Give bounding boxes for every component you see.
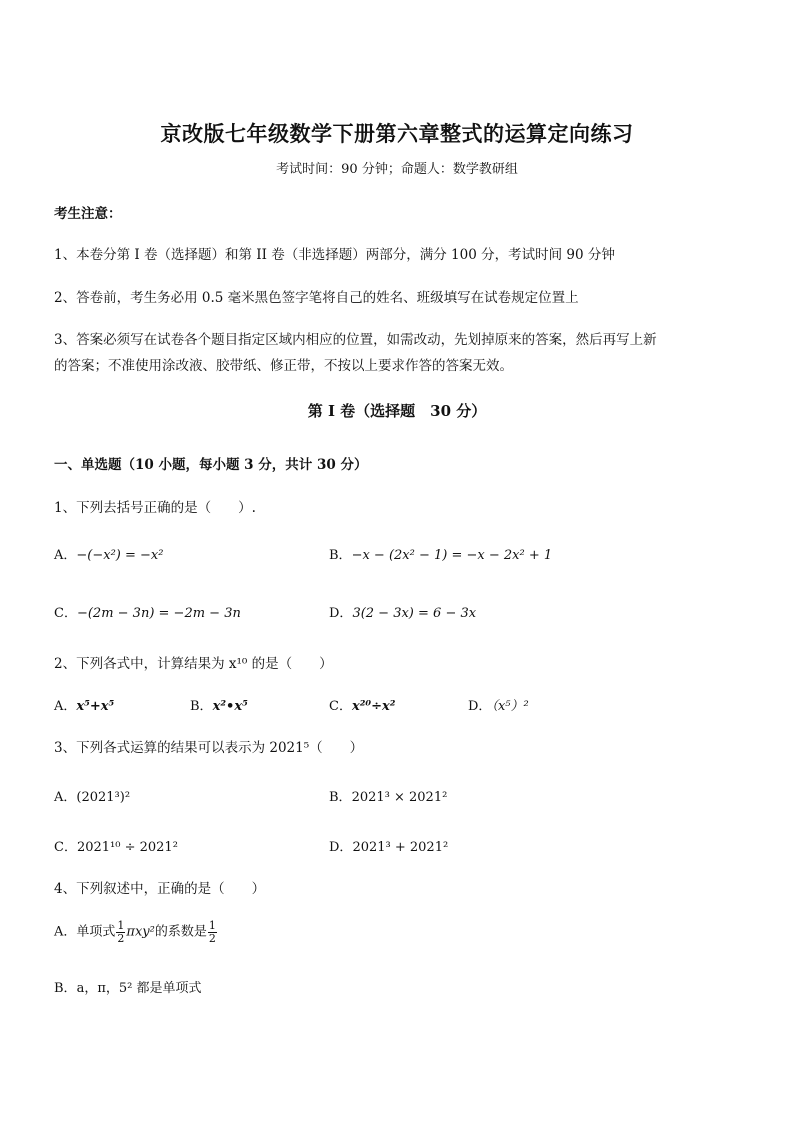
question-3-option-a[interactable] <box>54 786 130 805</box>
option-label: A． <box>54 790 77 805</box>
question-2-option-a[interactable] <box>54 695 114 714</box>
option-label: D． <box>329 840 353 855</box>
fraction: $\frac{1}{2}$ <box>117 919 125 945</box>
question-2-option-b[interactable] <box>190 695 248 714</box>
question-1-stem: 1、下列去括号正确的是（ ）. <box>54 500 256 516</box>
option-label: A． <box>54 548 77 563</box>
question-3-option-d[interactable] <box>329 836 448 855</box>
question-3-option-c[interactable] <box>54 836 178 855</box>
fraction: $\frac{1}{2}$ <box>208 919 216 945</box>
option-middle-text: 的系数是 <box>154 924 207 940</box>
option-expression: （x⁵）² <box>491 699 529 714</box>
notice-item-2: 2、答卷前，考生务必用 0.5 毫米黑色签字笔将自己的姓名、班级填写在试卷规定位置上 <box>54 290 579 306</box>
option-label: A． <box>54 924 77 940</box>
option-label: B． <box>329 548 352 563</box>
notice-heading: 考生注意： <box>54 206 122 222</box>
part-title: 一、单选题（10 小题，每小题 3 分，共计 30 分） <box>54 457 368 473</box>
option-expression: a，π，5² 都是单项式 <box>76 981 202 996</box>
question-4-option-b[interactable] <box>54 977 201 996</box>
option-expression: 2021³ × 2021² <box>351 790 448 805</box>
option-expression: −(−x²) = −x² <box>76 548 164 563</box>
question-4-option-a[interactable] <box>54 920 218 944</box>
option-label: B． <box>329 790 352 805</box>
question-1-option-b[interactable] <box>329 544 552 563</box>
question-2-option-d[interactable] <box>468 695 529 714</box>
option-expression: x⁵+x⁵ <box>76 699 115 714</box>
question-3-option-b[interactable] <box>329 786 447 805</box>
option-label: C． <box>54 840 77 855</box>
option-expression: 2021³ + 2021² <box>352 840 449 855</box>
option-expression: −(2m − 3n) = −2m − 3n <box>76 606 241 621</box>
option-expression: πxy² <box>126 924 155 940</box>
option-label: C． <box>54 606 77 621</box>
notice-item-3-cont: 的答案；不准使用涂改液、胶带纸、修正带，不按以上要求作答的答案无效。 <box>54 358 513 374</box>
option-expression: −x − (2x² − 1) = −x − 2x² + 1 <box>351 548 553 563</box>
option-expression: 2021¹⁰ ÷ 2021² <box>76 840 178 855</box>
option-expression: 3(2 − 3x) = 6 − 3x <box>352 606 477 621</box>
option-expression: x²•x⁵ <box>212 699 248 714</box>
notice-item-1: 1、本卷分第 I 卷（选择题）和第 II 卷（非选择题）两部分，满分 100 分，考试时间 90 分钟 <box>54 247 615 263</box>
question-3-stem: 3、下列各式运算的结果可以表示为 2021⁵（ ） <box>54 740 364 756</box>
option-label: B． <box>190 699 213 714</box>
option-prefix: 单项式 <box>76 924 116 940</box>
section-title: 第 I 卷（选择题 30 分） <box>307 402 487 420</box>
question-1-option-a[interactable] <box>54 544 163 563</box>
notice-item-3: 3、答案必须写在试卷各个题目指定区域内相应的位置，如需改动，先划掉原来的答案，然后再写上新 <box>54 332 657 348</box>
question-2-stem: 2、下列各式中，计算结果为 x¹⁰ 的是（ ） <box>54 656 333 672</box>
option-label: A． <box>54 699 77 714</box>
option-label: B． <box>54 981 77 996</box>
option-label: D． <box>329 606 353 621</box>
question-2-option-c[interactable] <box>329 695 395 714</box>
question-1-option-c[interactable] <box>54 602 241 621</box>
option-label: D． <box>468 699 492 714</box>
exam-info: 考试时间：90 分钟；命题人：数学教研组 <box>276 162 518 177</box>
option-expression: x²⁰÷x² <box>351 699 396 714</box>
question-1-option-d[interactable] <box>329 602 476 621</box>
option-expression: (2021³)² <box>76 790 131 805</box>
option-label: C． <box>329 699 352 714</box>
question-4-stem: 4、下列叙述中，正确的是（ ） <box>54 881 266 897</box>
page-title: 京改版七年级数学下册第六章整式的运算定向练习 <box>160 121 634 146</box>
